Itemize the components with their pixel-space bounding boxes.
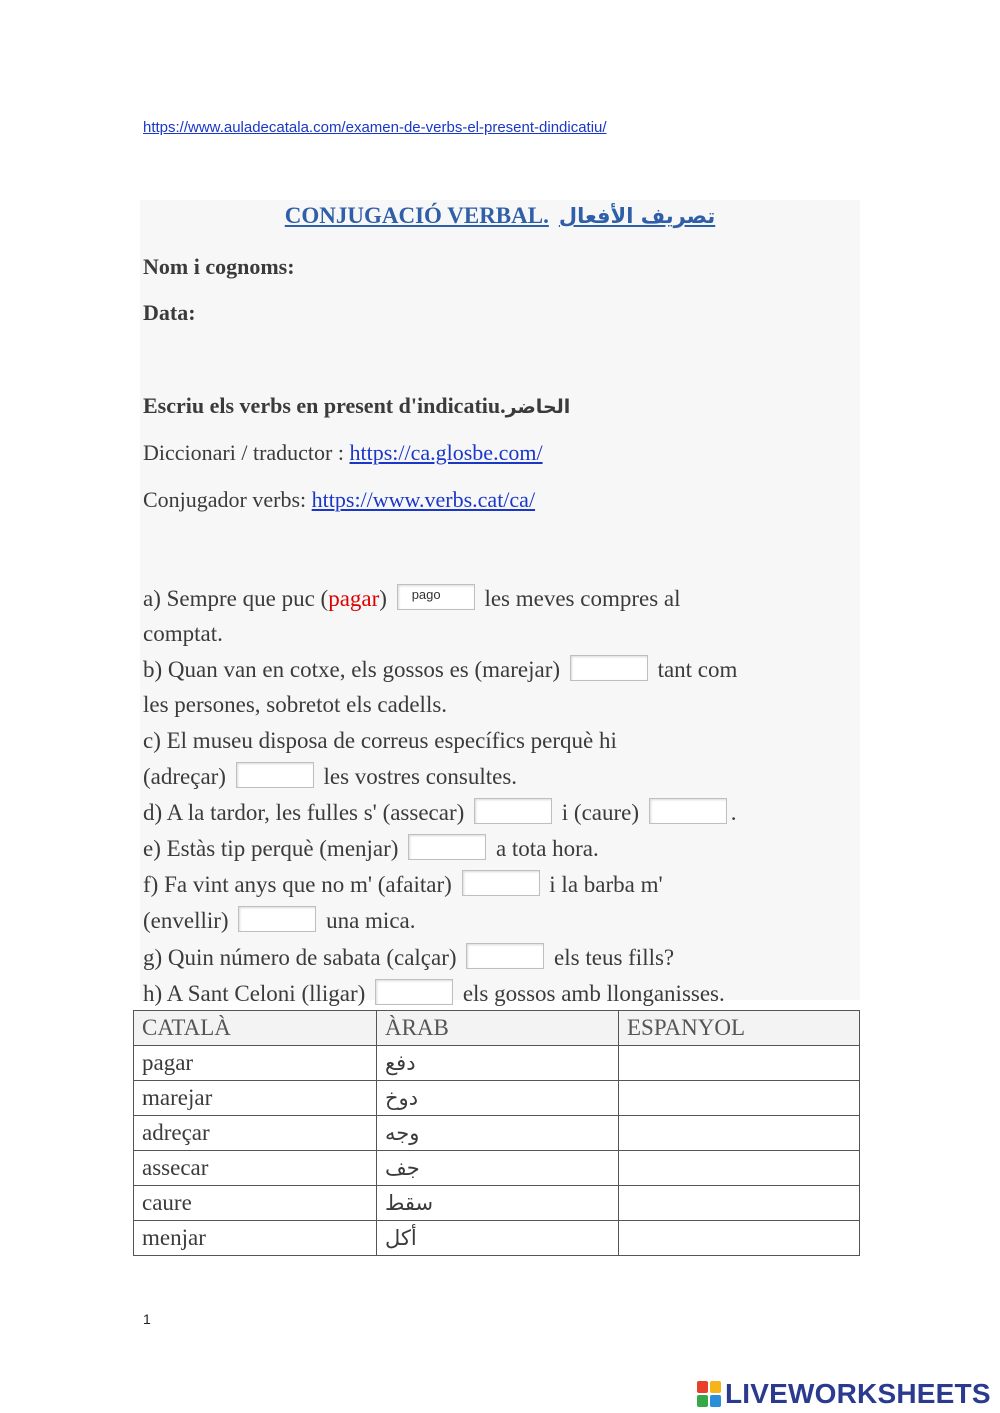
- answer-input-c[interactable]: [236, 762, 314, 788]
- header-espanyol: ESPANYOL: [619, 1011, 860, 1046]
- cell-catala: marejar: [134, 1081, 377, 1116]
- exercise-b-line2: les persones, sobretot els cadells.: [143, 692, 448, 717]
- exercise-f-line2: [143, 907, 415, 936]
- table-row: [134, 1081, 860, 1116]
- exercise-c: [143, 763, 517, 792]
- answer-input-a[interactable]: pago: [397, 584, 475, 610]
- exercise-h-text: h) A Sant Celoni (lligar): [143, 981, 372, 1006]
- exercise-c-tail: les vostres consultes.: [317, 764, 518, 789]
- answer-input-g[interactable]: [466, 943, 544, 969]
- exercise-f: [143, 871, 663, 900]
- exercise-b-tail: tant com: [651, 657, 738, 682]
- exercise-a-tail: les meves compres al: [478, 586, 681, 611]
- table-row: [134, 1116, 860, 1151]
- cell-espanyol[interactable]: [619, 1046, 860, 1081]
- table-row: [134, 1221, 860, 1256]
- exercise-a-post: ): [379, 586, 393, 611]
- exercise-d-text: d) A la tardor, les fulles s' (assecar): [143, 800, 471, 825]
- conjugator-link[interactable]: https://www.verbs.cat/ca/: [311, 487, 536, 512]
- exercise-a-verb: pagar: [328, 586, 380, 611]
- exercise-c-line1: c) El museu disposa de correus específics perquè hi: [143, 728, 617, 753]
- exercise-g-text: g) Quin número de sabata (calçar): [143, 945, 463, 970]
- answer-input-f2[interactable]: [238, 906, 316, 932]
- cell-espanyol[interactable]: [619, 1221, 860, 1256]
- exercise-g: [143, 944, 674, 973]
- page-title: [140, 203, 860, 229]
- cell-catala: menjar: [134, 1221, 377, 1256]
- conjugator-label: Conjugador verbs:: [143, 487, 312, 512]
- table-row: [134, 1151, 860, 1186]
- exercise-f-line2-tail: una mica.: [320, 908, 416, 933]
- cell-espanyol[interactable]: [619, 1151, 860, 1186]
- logo-square-yellow: [710, 1381, 721, 1393]
- table-row: [134, 1186, 860, 1221]
- exercise-e: [143, 835, 599, 864]
- exercise-a-text: a) Sempre que puc (: [143, 586, 329, 611]
- conjugator-line: [143, 487, 535, 513]
- cell-arab: جف: [377, 1151, 619, 1186]
- cell-arab: وجه: [377, 1116, 619, 1151]
- answer-input-d2[interactable]: [649, 798, 727, 824]
- logo-square-green: [697, 1395, 708, 1407]
- exercise-d: [143, 799, 737, 828]
- exercise-b-text: b) Quan van en cotxe, els gossos es (marejar): [143, 657, 566, 682]
- dictionary-label: Diccionari / traductor :: [143, 440, 350, 465]
- exercise-a-line2: comptat.: [143, 621, 223, 646]
- instruction-arabic: الحاضر: [505, 396, 571, 418]
- exercise-f-line2-text: (envellir): [143, 908, 235, 933]
- header-arab: ÀRAB: [377, 1011, 619, 1046]
- cell-espanyol[interactable]: [619, 1116, 860, 1151]
- liveworksheets-logo[interactable]: [697, 1378, 991, 1410]
- name-label: Nom i cognoms:: [143, 254, 295, 279]
- answer-input-d1[interactable]: [474, 798, 552, 824]
- exercise-h-tail: els gossos amb llonganisses.: [457, 981, 725, 1006]
- exercise-f-tail: i la barba m': [543, 872, 663, 897]
- exercise-h: [143, 980, 725, 1009]
- logo-square-red: [697, 1381, 708, 1393]
- answer-input-f1[interactable]: [462, 870, 540, 896]
- cell-espanyol[interactable]: [619, 1081, 860, 1116]
- cell-arab: دوخ: [377, 1081, 619, 1116]
- exercise-e-tail: a tota hora.: [490, 836, 599, 861]
- instruction: [143, 393, 570, 419]
- exercise-d-mid: i (caure): [556, 800, 645, 825]
- page-number: 1: [143, 1311, 151, 1327]
- table-row: [134, 1046, 860, 1081]
- cell-catala: adreçar: [134, 1116, 377, 1151]
- answer-input-b[interactable]: [570, 655, 648, 681]
- title-latin: CONJUGACIÓ VERBAL.: [284, 203, 549, 228]
- cell-arab: سقط: [377, 1186, 619, 1221]
- header-catala: CATALÀ: [134, 1011, 377, 1046]
- date-label: Data:: [143, 300, 196, 325]
- dictionary-line: [143, 440, 543, 466]
- exercise-d-tail: .: [730, 800, 737, 825]
- source-url-link[interactable]: https://www.auladecatala.com/examen-de-verbs-el-present-dindicatiu/: [143, 119, 607, 136]
- cell-arab: دفع: [377, 1046, 619, 1081]
- cell-arab: أكل: [377, 1221, 619, 1256]
- liveworksheets-logo-icon: [697, 1381, 721, 1407]
- exercise-g-tail: els teus fills?: [548, 945, 675, 970]
- exercise-e-text: e) Estàs tip perquè (menjar): [143, 836, 405, 861]
- cell-catala: caure: [134, 1186, 377, 1221]
- cell-espanyol[interactable]: [619, 1186, 860, 1221]
- exercise-f-text: f) Fa vint anys que no m' (afaitar): [143, 872, 458, 897]
- dictionary-link[interactable]: https://ca.glosbe.com/: [349, 440, 543, 465]
- title-arabic: تصريف الأفعال: [558, 204, 716, 228]
- exercise-b: [143, 656, 737, 685]
- exercise-c-text: (adreçar): [143, 764, 232, 789]
- instruction-text: Escriu els verbs en present d'indicatiu.: [143, 393, 506, 418]
- cell-catala: assecar: [134, 1151, 377, 1186]
- exercise-a: [143, 585, 681, 614]
- liveworksheets-logo-text: LIVEWORKSHEETS: [725, 1378, 991, 1409]
- table-header-row: [134, 1011, 860, 1046]
- vocabulary-table: [133, 1010, 860, 1256]
- cell-catala: pagar: [134, 1046, 377, 1081]
- answer-input-e[interactable]: [408, 834, 486, 860]
- answer-input-h[interactable]: [375, 979, 453, 1005]
- logo-square-blue: [710, 1395, 721, 1407]
